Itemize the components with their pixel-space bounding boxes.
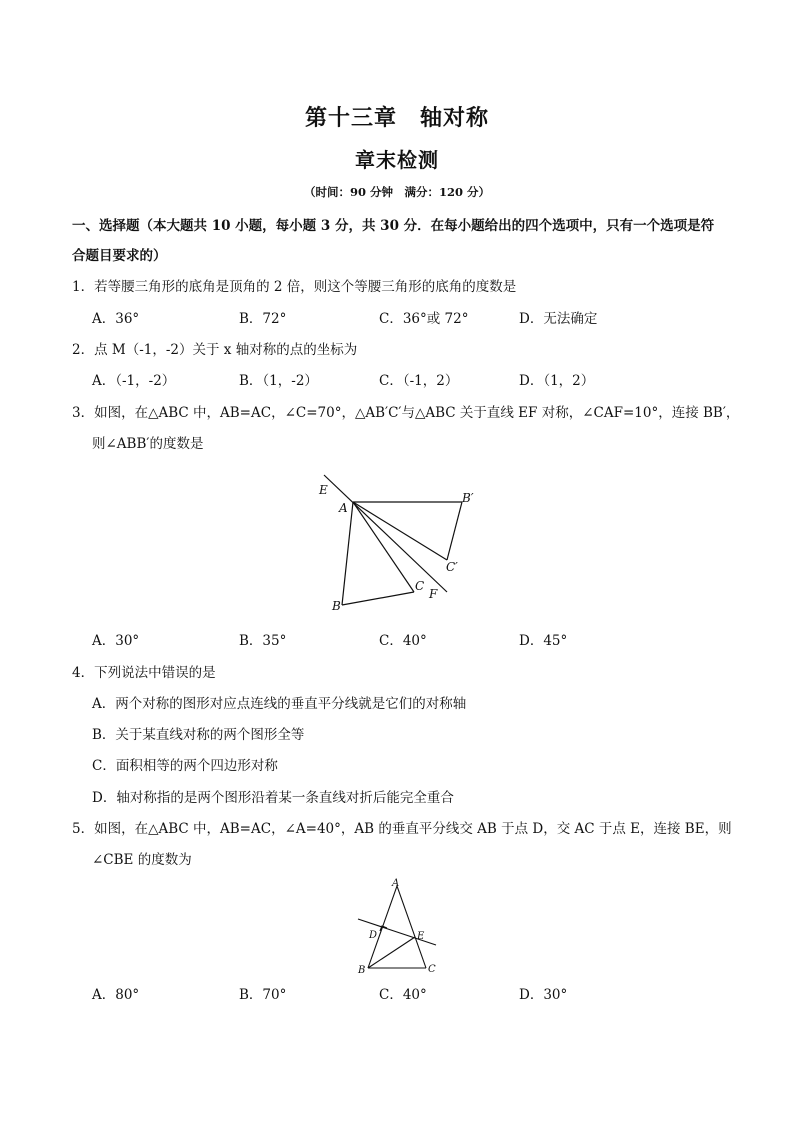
- question-4-option-c[interactable]: C．面积相等的两个四边形对称: [92, 758, 278, 774]
- label-a: A: [339, 501, 348, 515]
- chapter-title: 第十三章 轴对称: [304, 106, 489, 131]
- label-b: B: [332, 599, 341, 613]
- question-3-option-b[interactable]: B．35°: [239, 633, 287, 649]
- segment-be: [368, 937, 415, 968]
- question-3-option-a[interactable]: A．30°: [92, 633, 140, 649]
- question-5-option-b[interactable]: B．70°: [239, 987, 287, 1003]
- section-heading-line1: 一、选择题（本大题共 10 小题，每小题 3 分，共 30 分．在每小题给出的四个选项中，只有一个选项是符: [72, 218, 715, 234]
- question-3-option-c[interactable]: C．40°: [379, 633, 427, 649]
- section-heading-line2: 合题目要求的）: [72, 248, 167, 264]
- label-e: E: [417, 931, 425, 942]
- question-5-option-d[interactable]: D．30°: [519, 987, 568, 1003]
- label-f: F: [429, 587, 438, 601]
- label-a: A: [392, 878, 400, 889]
- segment-ab: [342, 502, 353, 605]
- segment-b-prime-c-prime: [447, 502, 462, 560]
- question-4-option-b[interactable]: B．关于某直线对称的两个图形全等: [92, 727, 305, 743]
- label-e: E: [319, 483, 328, 497]
- label-b-prime: B′: [462, 491, 474, 505]
- chapter-subtitle: 章末检测: [355, 148, 439, 172]
- question-1-option-a[interactable]: A．36°: [92, 311, 140, 327]
- question-5-option-a[interactable]: A．80°: [92, 987, 140, 1003]
- label-c: C: [415, 579, 425, 593]
- line-ef: [324, 475, 447, 592]
- question-1-option-b[interactable]: B．72°: [239, 311, 287, 327]
- segment-ac: [397, 886, 426, 968]
- question-4-stem: 4．下列说法中错误的是: [72, 665, 216, 681]
- exam-time-info: （时间：90 分钟 满分：120 分）: [303, 185, 490, 199]
- label-c: C: [428, 964, 436, 975]
- question-3-option-d[interactable]: D．45°: [519, 633, 568, 649]
- segment-bc: [342, 592, 414, 605]
- question-2-option-b[interactable]: B．（1，-2）: [239, 373, 318, 389]
- question-3-stem-line1: 3．如图，在△ABC 中，AB=AC，∠C=70°，△AB′C′与△ABC 关于直线 EF 对称，∠CAF=10°，连接 BB′，: [72, 405, 740, 421]
- segment-ac-prime: [353, 502, 447, 560]
- label-c-prime: C′: [446, 560, 458, 574]
- question-3-figure: [310, 470, 474, 615]
- question-5-stem-line2: ∠CBE 的度数为: [92, 852, 192, 868]
- question-3-stem-line2: 则∠ABB′的度数是: [92, 436, 204, 452]
- question-2-option-d[interactable]: D．（1，2）: [519, 373, 595, 389]
- question-4-option-a[interactable]: A．两个对称的图形对应点连线的垂直平分线就是它们的对称轴: [92, 696, 467, 712]
- label-b: B: [358, 965, 366, 976]
- question-1-option-d[interactable]: D．无法确定: [519, 311, 598, 327]
- question-5-figure: [350, 874, 450, 980]
- label-d: D: [369, 930, 378, 941]
- segment-ac: [353, 502, 414, 592]
- question-2-option-a[interactable]: A．（-1，-2）: [92, 373, 176, 389]
- question-2-option-c[interactable]: C．（-1，2）: [379, 373, 459, 389]
- question-1-stem: 1．若等腰三角形的底角是顶角的 2 倍，则这个等腰三角形的底角的度数是: [72, 279, 517, 295]
- question-2-stem: 2．点 M（-1，-2）关于 x 轴对称的点的坐标为: [72, 342, 358, 358]
- question-5-option-c[interactable]: C．40°: [379, 987, 427, 1003]
- question-4-option-d[interactable]: D．轴对称指的是两个图形沿着某一条直线对折后能完全重合: [92, 790, 454, 806]
- question-1-option-c[interactable]: C．36°或 72°: [379, 311, 469, 327]
- question-5-stem-line1: 5．如图，在△ABC 中，AB=AC，∠A=40°，AB 的垂直平分线交 AB 于点 D，交 AC 于点 E，连接 BE，则: [72, 821, 732, 837]
